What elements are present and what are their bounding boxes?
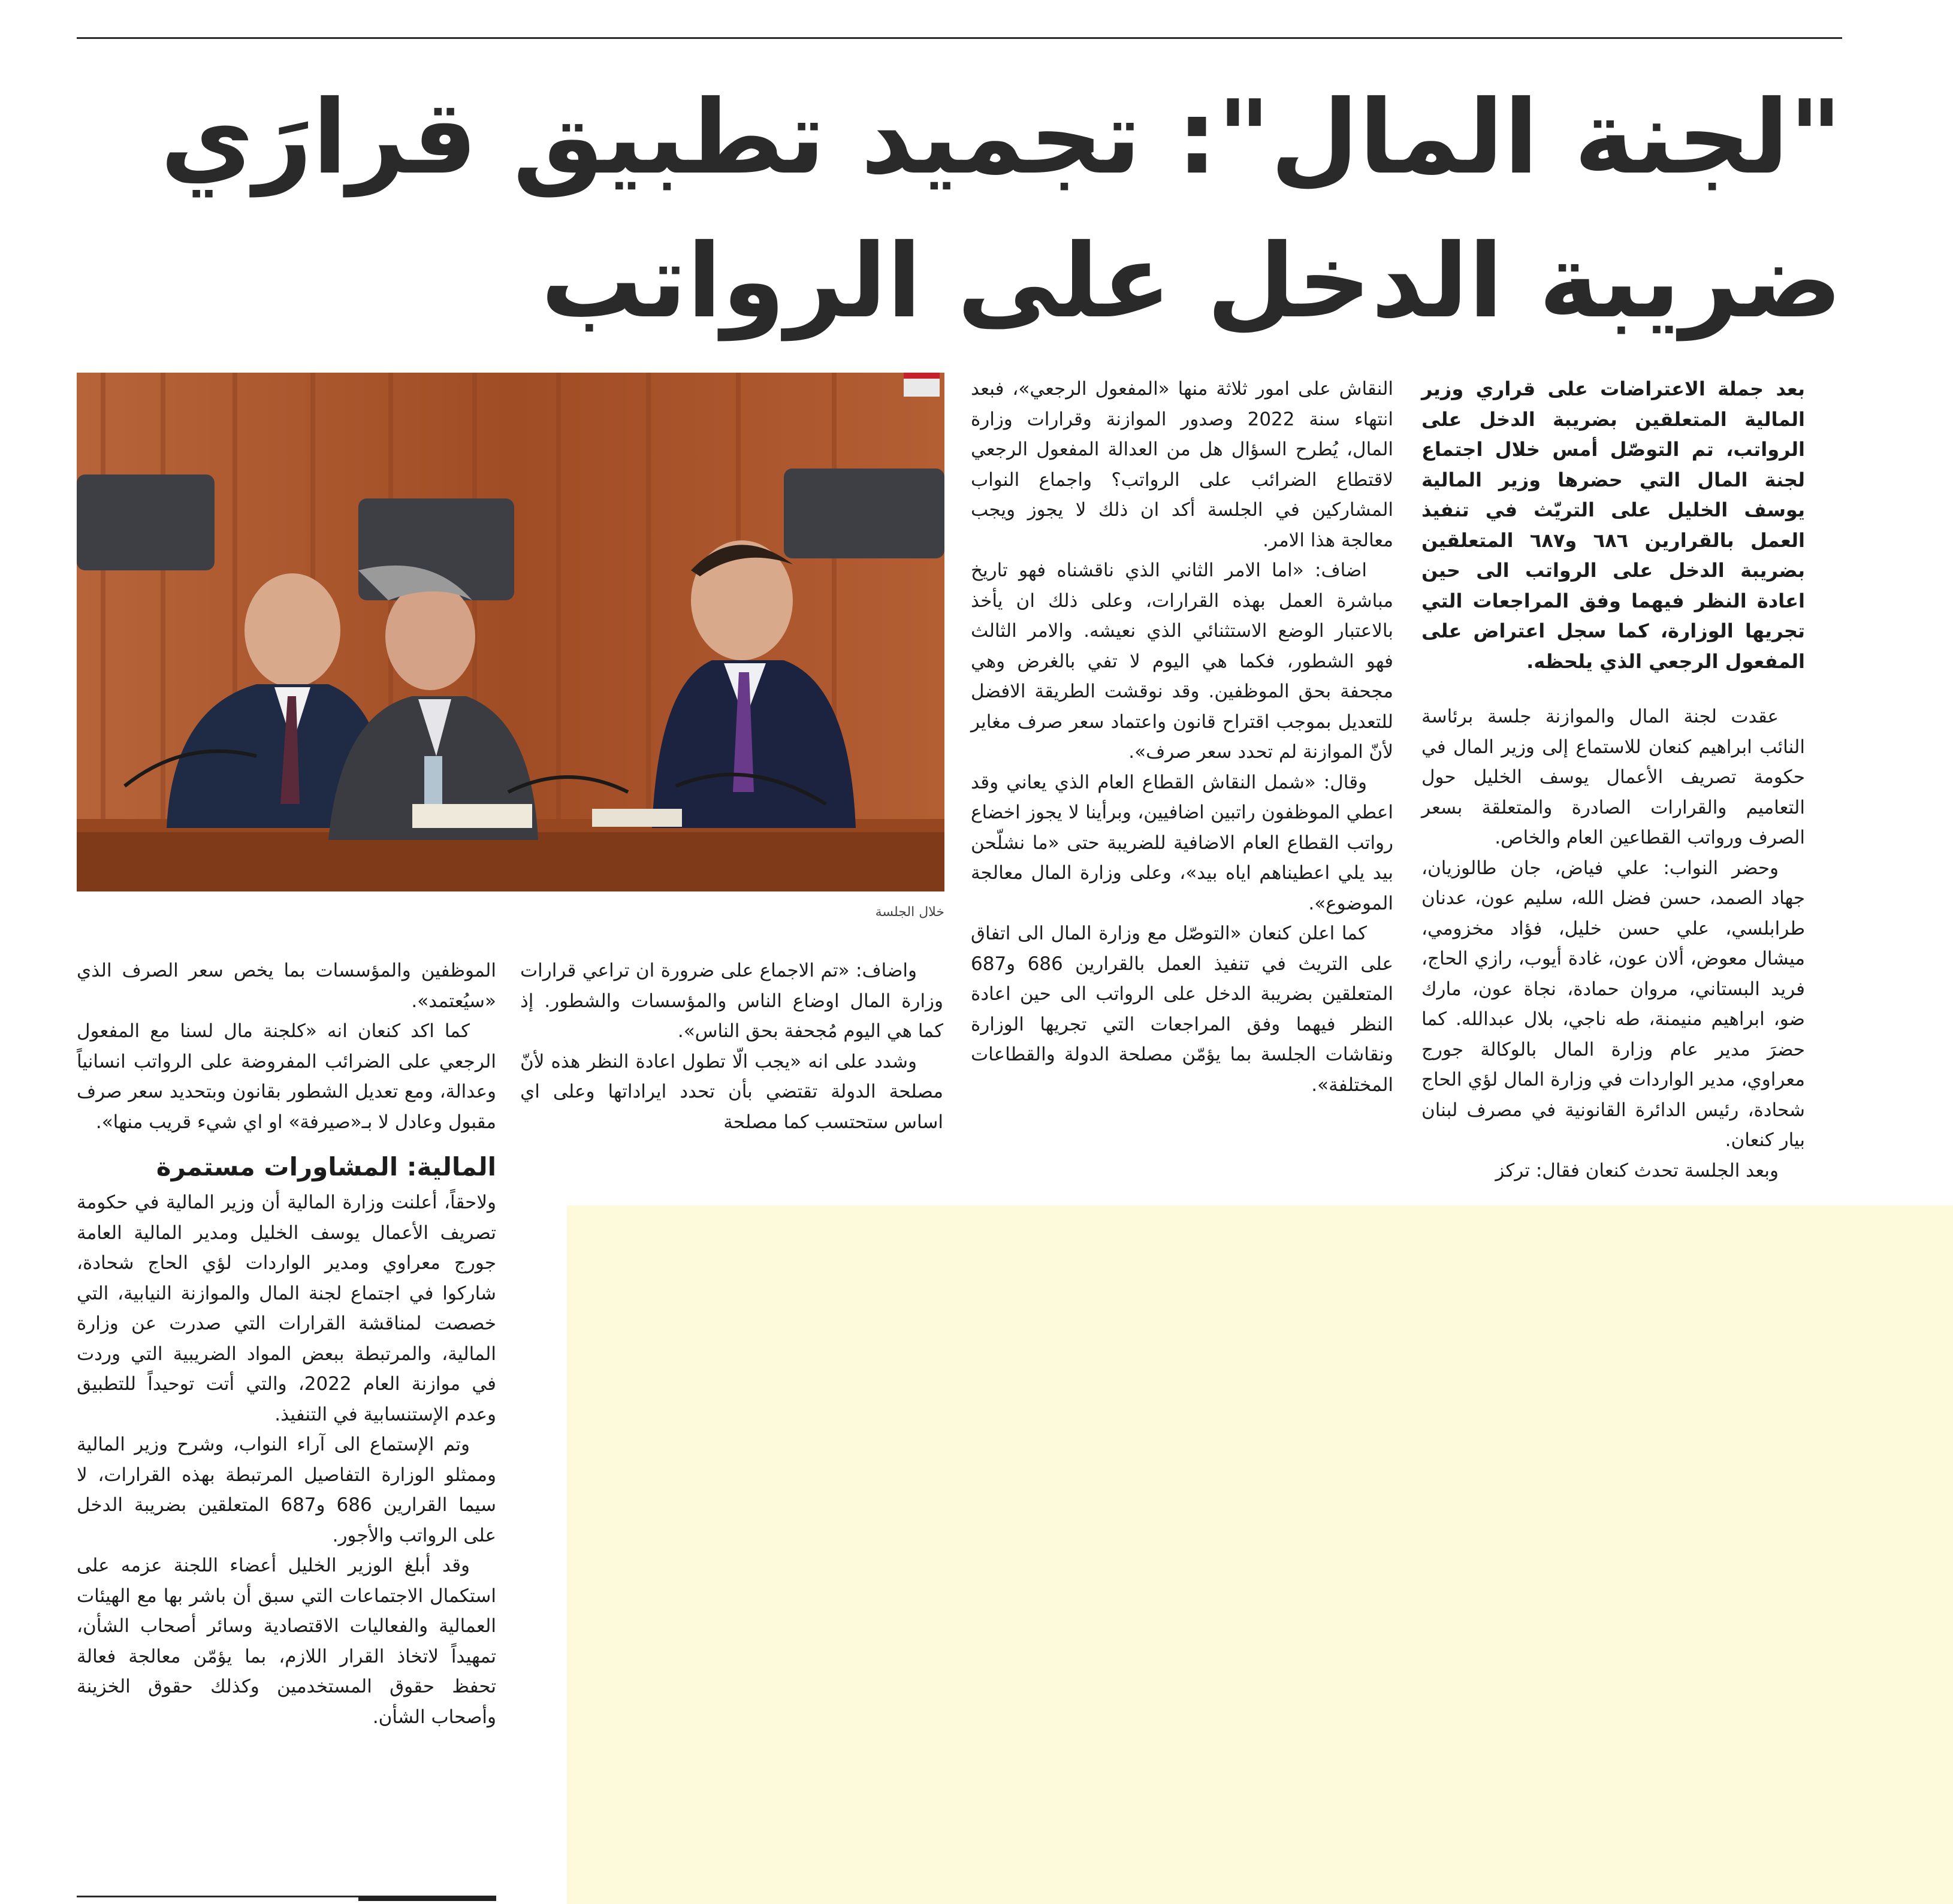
column-1 — [1421, 374, 1805, 1186]
body-paragraph: وتم الإستماع الى آراء النواب، وشرح وزير المالية وممثلو الوزارة التفاصيل المرتبطة بهذه القرارات، لا سيما القرارين 686 و687 المتعلقين بضريبة الدخل على الرواتب والأجور. — [77, 1434, 497, 1546]
column-4 — [77, 956, 496, 1732]
column-2 — [971, 374, 1393, 1100]
column-3 — [520, 956, 943, 1137]
top-rule — [77, 37, 1842, 39]
body-paragraph: عقدت لجنة المال والموازنة جلسة برئاسة النائب ابراهيم كنعان للاستماع إلى وزير المال في حكومة تصريف الأعمال يوسف الخليل حول التعاميم والقرارات الصادرة والمتعلقة بسعر الصرف ورواتب القطاعين العام والخاص. — [1421, 706, 1805, 848]
body-paragraph: كما اكد كنعان انه «كلجنة مال لسنا مع المفعول الرجعي على الضرائب المفروضة على الرواتب انسانياً وعدالة، ومع تعديل الشطور بقانون وبتحديد سعر صرف مقبول وعادل لا بـ«صيرفة» او اي شيء قريب منها». — [77, 1020, 496, 1133]
body-paragraph: ولاحقاً، أعلنت وزارة المالية أن وزير المالية في حكومة تصريف الأعمال يوسف الخليل ومدير المالية العامة جورج معراوي ومدير الواردات لؤي الحاج شحادة، شاركوا في اجتماع لجنة المال والموازنة النيابية، التي خصصت لمناقشة القرارات التي صدرت عن وزارة المالية، والمرتبطة ببعض المواد الضريبية التي وردت في موازنة العام 2022، والتي أتت توحيداً للتطبيق وعدم الإستنسابية في التنفيذ. — [77, 1192, 496, 1425]
section-subheading: المالية: المشاورات مستمرة — [156, 1152, 496, 1181]
parliament-session-image — [77, 373, 944, 891]
bottom-rule-accent — [358, 1896, 496, 1901]
body-paragraph: وبعد الجلسة تحدث كنعان فقال: تركز — [1495, 1159, 1779, 1181]
body-paragraph: النقاش على امور ثلاثة منها «المفعول الرجعي»، فبعد انتهاء سنة 2022 وصدور الموازنة وقرارات وزارة المال، يُطرح السؤال هل من العدالة المفعول الرجعي لاقتطاع الضرائب على الرواتب؟ واجماع النواب المشاركين في الجلسة أكد ان ذلك لا يجوز ويجب معالجة هذا الامر. — [971, 378, 1393, 551]
session-photo — [77, 373, 944, 891]
lead-paragraph: بعد جملة الاعتراضات على قراري وزير المالية المتعلقين بضريبة الدخل على الرواتب، تم التوصّل أمس خلال اجتماع لجنة المال التي حضرها وزير المالية يوسف الخليل على التريّث في تنفيذ العمل بالقرارين ٦٨٦ و٦٨٧ المتعلقين بضريبة الدخل على الرواتب الى حين اعادة النظر فيهما وفق المراجعات التي تجريها الوزارة، كما سجل اعتراض على المفعول الرجعي الذي يلحظه. — [1421, 377, 1806, 673]
body-paragraph: اضاف: «اما الامر الثاني الذي ناقشناه فهو تاريخ مباشرة العمل بهذه القرارات، وعلى ذلك ان يأخذ بالاعتبار الوضع الاستثنائي الذي نعيشه. والامر الثالث فهو الشطور، فكما هي اليوم لا تفي بالغرض وهي مجحفة بحق الموظفين. وقد نوقشت الطريقة الافضل للتعديل بموجب اقتراح قانون واعتماد سعر صرف مغاير لأنّ الموازنة لم تحدد سعر صرف». — [971, 560, 1393, 763]
body-paragraph: وحضر النواب: علي فياض، جان طالوزيان، جهاد الصمد، حسن فضل الله، سليم عون، عدنان طرابلسي، علي حسن خليل، فؤاد مخزومي، ميشال معوض، ألان عون، غادة أيوب، رازي الحاج، فريد البستاني، مروان حمادة، نجاة عون، مارك ضو، ابراهيم منيمنة، طه ناجي، بلال عبدالله. كما حضرَ مدير عام وزارة المال بالوكالة جورج معراوي، مدير الواردات في وزارة المال لؤي الحاج شحادة، رئيس الدائرة القانونية في مصرف لبنان بيار كنعان. — [1421, 857, 1805, 1151]
body-paragraph: وقد أبلغ الوزير الخليل أعضاء اللجنة عزمه على استكمال الاجتماعات التي سبق أن باشر بها مع الهيئات العمالية والفعاليات الاقتصادية وسائر أصحاب الشأن، تمهيداً لاتخاذ القرار اللازم، بما يؤمّن معالجة فعالة تحفظ حقوق المستخدمين وكذلك حقوق الخزينة وأصحاب الشأن. — [77, 1555, 496, 1728]
body-paragraph: وشدد على انه «يجب الّا تطول اعادة النظر هذه لأنّ مصلحة الدولة تقتضي بأن تحدد ايراداتها وعلى اي اساس ستحتسب كما مصلحة — [520, 1050, 943, 1133]
body-paragraph: كما اعلن كنعان «التوصّل مع وزارة المال الى اتفاق على التريث في تنفيذ العمل بالقرارين 686 و687 المتعلقين بضريبة الدخل على الرواتب الى حين اعادة النظر فيهما وفق المراجعات التي تجريها الوزارة ونقاشات الجلسة بما يؤمّن مصلحة الدولة والقطاعات المختلفة». — [971, 923, 1393, 1096]
photo-caption: خلال الجلسة — [875, 905, 944, 920]
body-paragraph: واضاف: «تم الاجماع على ضرورة ان تراعي قرارات وزارة المال اوضاع الناس والمؤسسات والشطور. إذ كما هي اليوم مُجحفة بحق الناس». — [520, 960, 943, 1042]
headline: "لجنة المال": تجميد تطبيق قرارَي ضريبة الدخل على الرواتب — [160, 78, 1842, 341]
advertisement-placeholder — [567, 1205, 1953, 1904]
body-paragraph: الموظفين والمؤسسات بما يخص سعر الصرف الذي «سيُعتمد». — [77, 960, 496, 1012]
body-paragraph: وقال: «شمل النقاش القطاع العام الذي يعاني وقد اعطي الموظفون راتبين اضافيين، وبرأينا لا يجوز اخضاع رواتب القطاع العام الاضافية للضريبة حتى «ما نشلّحن بيد يلي اعطيناهم اياه بيد»، وعلى وزارة المال معالجة الموضوع». — [971, 771, 1393, 914]
